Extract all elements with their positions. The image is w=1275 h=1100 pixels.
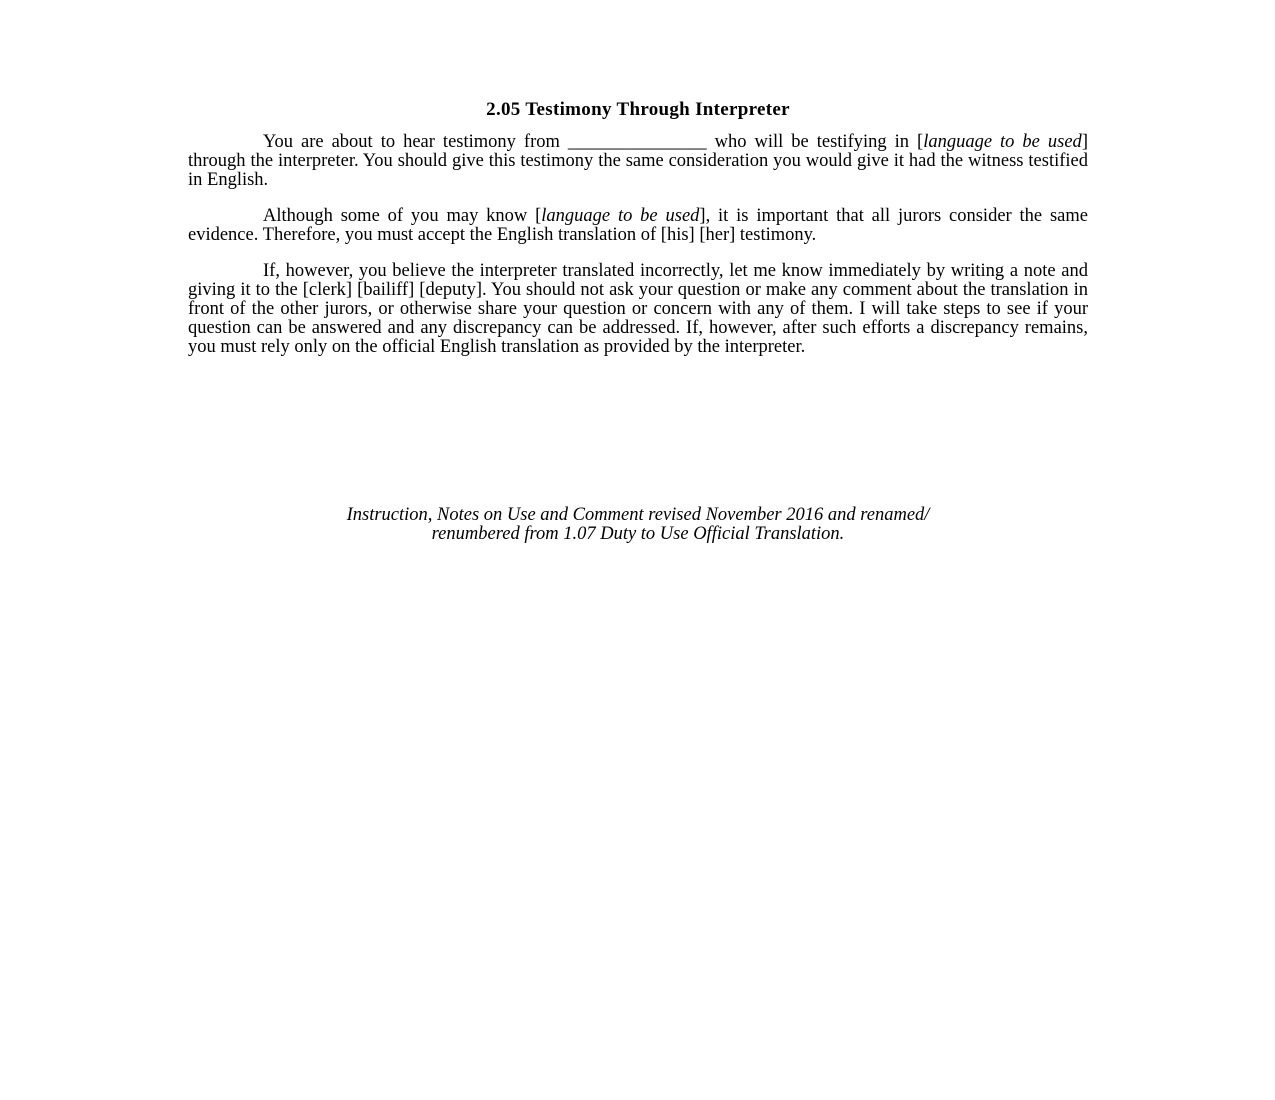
revision-note-line-2: renumbered from 1.07 Duty to Use Official Translation. [431,524,845,544]
paragraph-2-text-c: ], it is important that all jurors consider the same evidence. Therefore, you must accept the English translation of [his] [her] testimony. [188,206,1088,245]
language-placeholder: language to be used [923,132,1082,152]
witness-name-blank: _______________ [567,132,707,152]
paragraph-1-text-d: ] through the interpreter. You should give this testimony the same consideration you would give it had the witness testified in English. [188,132,1088,190]
paragraph-2 [188,207,1088,245]
paragraph-3: If, however, you believe the interpreter translated incorrectly, let me know immediately by writing a note and giving it to the [clerk] [bailiff] [deputy]. You should not ask your question or make any comment about the translation in front of the other jurors, or otherwise share your question or concern with any of them. I will take steps to see if your question can be answered and any discrepancy can be addressed. If, however, after such efforts a discrepancy remains, you must rely only on the official English translation as provided by the interpreter. [188,261,1088,357]
paragraph-2-text-a: Although some of you may know [ [263,206,542,226]
document-body [188,98,1088,374]
paragraph-1-text-a: You are about to hear testimony from [263,132,568,152]
instruction-title: 2.05 Testimony Through Interpreter [486,99,790,120]
paragraph-1-text-b: who will be testifying in [ [706,132,924,152]
language-placeholder: language to be used [541,206,700,226]
revision-note-line-1: Instruction, Notes on Use and Comment revised November 2016 and renamed/ [346,505,930,525]
paragraph-1 [188,133,1088,190]
revision-note [188,506,1088,544]
